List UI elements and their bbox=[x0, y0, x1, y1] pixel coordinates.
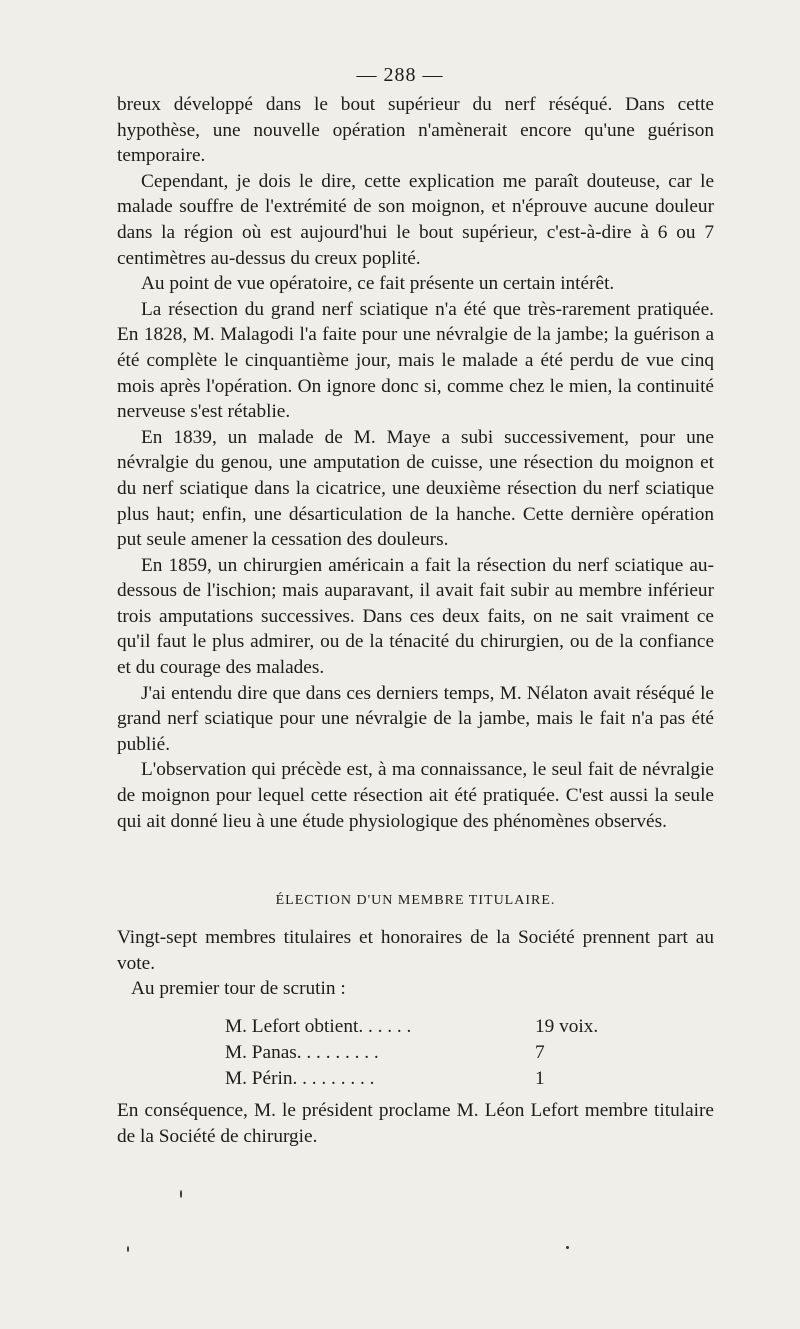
vote-row bbox=[225, 1040, 625, 1066]
conclusion-text bbox=[117, 1098, 714, 1149]
ink-speck bbox=[127, 1246, 129, 1252]
election-paragraph: Au premier tour de scrutin : bbox=[131, 978, 346, 1000]
ink-speck bbox=[566, 1246, 569, 1249]
page-number: — 288 — bbox=[356, 64, 444, 86]
vote-count: 1 bbox=[535, 1068, 545, 1089]
vote-row bbox=[225, 1066, 625, 1092]
paragraph: La résection du grand nerf sciatique n'a été que très-rarement pratiquée. En 1828, M. Malagodi l'a faite pour une névralgie de la jambe; la guérison a été complète le cinquantième jour, mais le malade a été perdu de vue cinq mois après l'opération. On ignore donc si, comme chez le mien, la continuité nerveuse s'est rétablie. bbox=[117, 298, 714, 423]
vote-count: 7 bbox=[535, 1042, 545, 1063]
vote-candidate: M. Lefort obtient. . . . . . bbox=[225, 1016, 412, 1037]
vote-candidate: M. Panas. . . . . . . . . bbox=[225, 1042, 379, 1063]
section-title: ÉLECTION D'UN MEMBRE TITULAIRE. bbox=[275, 893, 556, 908]
paragraph: En 1839, un malade de M. Maye a subi successivement, pour une névralgie du genou, une amputation de cuisse, une résection du moignon et du nerf sciatique dans la cicatrice, une deuxième résection du nerf sciatique plus haut; enfin, une désarticulation de la hanche. Cette dernière opération put seule amener la cessation des douleurs. bbox=[117, 426, 714, 551]
paragraph: Au point de vue opératoire, ce fait présente un certain intérêt. bbox=[141, 273, 615, 295]
vote-candidate: M. Périn. . . . . . . . . bbox=[225, 1068, 375, 1089]
paragraph: L'observation qui précède est, à ma connaissance, le seul fait de névralgie de moignon pour lequel cette résection ait été pratiquée. C'est aussi la seule qui ait donné lieu à une étude physiologique des phénomènes observés. bbox=[117, 759, 714, 832]
paragraph-continuation: breux développé dans le bout supérieur du nerf réséqué. Dans cette hypothèse, une nouvelle opération n'amènerait encore qu'une guérison temporaire. bbox=[117, 94, 714, 167]
vote-count: 19 voix. bbox=[535, 1016, 599, 1037]
election-paragraph: Vingt-sept membres titulaires et honoraires de la Société prennent part au vote. bbox=[117, 927, 714, 974]
vote-row bbox=[225, 1014, 625, 1040]
conclusion-paragraph: En conséquence, M. le président proclame M. Léon Lefort membre titulaire de la Société de chirurgie. bbox=[117, 1100, 714, 1147]
paragraph: Cependant, je dois le dire, cette explication me paraît douteuse, car le malade souffre de l'extrémité de son moignon, et n'éprouve aucune douleur dans la région où est aujourd'hui le bout supérieur, c'est-à-dire à 6 ou 7 centimètres au-dessus du creux poplité. bbox=[117, 170, 714, 269]
ink-speck bbox=[180, 1190, 182, 1198]
main-text bbox=[117, 92, 714, 834]
vote-results bbox=[225, 1014, 625, 1092]
election-text bbox=[117, 925, 714, 1002]
paragraph: J'ai entendu dire que dans ces derniers temps, M. Nélaton avait réséqué le grand nerf sciatique pour une névralgie de la jambe, mais le fait n'a pas été publié. bbox=[117, 682, 714, 755]
paragraph: En 1859, un chirurgien américain a fait la résection du nerf sciatique au-dessous de l'ischion; mais auparavant, il avait fait subir au membre inférieur trois amputations successives. Dans ces deux faits, on ne sait vraiment ce qu'il faut le plus admirer, ou de la ténacité du chirurgien, ou de la confiance et du courage des malades. bbox=[117, 554, 714, 679]
